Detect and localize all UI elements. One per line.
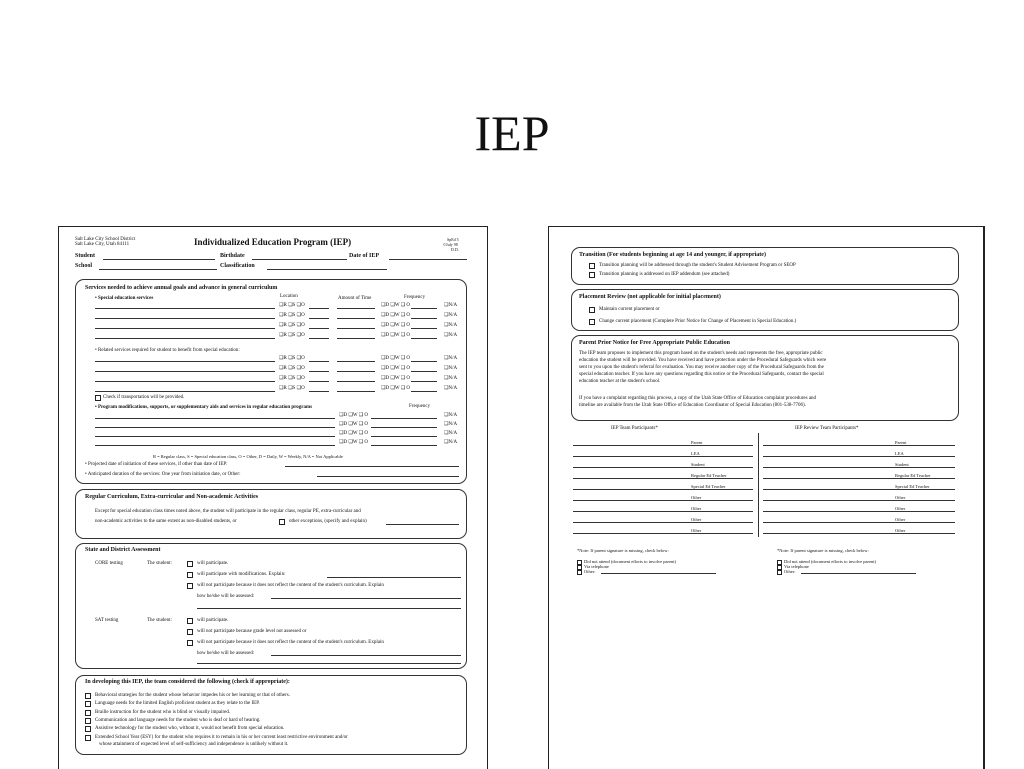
special-ed-label: • Special education services xyxy=(95,296,154,301)
review-team-role: Special Ed Teacher xyxy=(895,484,930,489)
mod-na-option[interactable]: ❑N/A xyxy=(444,422,458,427)
iep-team-role: Student xyxy=(691,462,705,467)
complaint-line: timeline are available from the Utah State Office of Education Coordinator of Special Education (801-538-7706). xyxy=(579,403,806,408)
core-how-field[interactable] xyxy=(271,598,461,599)
core-student-label: The student: xyxy=(147,561,172,566)
parent-notice-line: education the student will be provided. You have received and have protection under the Procedural Safeguards which were xyxy=(579,358,827,363)
related-location-other-field[interactable] xyxy=(309,371,329,372)
iep-team-signature-line[interactable] xyxy=(573,500,753,501)
modifications-label: • Program modifications, supports, or supplementary aids and services in regular education programs xyxy=(95,405,313,410)
iep-team-role: Other xyxy=(691,506,702,511)
iep-team-signature-line[interactable] xyxy=(573,467,753,468)
assessment-heading: State and District Assessment xyxy=(85,547,161,553)
classification-label: Classification xyxy=(220,263,255,269)
parent-note-item: Via telephone xyxy=(784,564,809,569)
location-col: Location xyxy=(280,294,298,299)
sat-participate-checkbox[interactable] xyxy=(187,618,193,624)
related-location-other-field[interactable] xyxy=(309,361,329,362)
related-amount-field[interactable] xyxy=(337,391,375,392)
review-team-signature-line[interactable] xyxy=(763,467,955,468)
consideration-checkbox[interactable] xyxy=(85,718,91,724)
core-testing-label: CORE testing xyxy=(95,561,123,566)
iep-team-role: Special Ed Teacher xyxy=(691,484,726,489)
parent-notice-line: sent to you upon the student's referral for evaluation. You may receive another copy of the Procedural Safeguards from the xyxy=(579,365,824,370)
form-date: ©July 98 xyxy=(443,242,458,247)
related-location-opts[interactable]: ❑R ❑S ❑O xyxy=(279,356,305,361)
mod-frequency-other-field[interactable] xyxy=(371,427,437,428)
consideration-item: Communication and language needs for the student who is deaf or hard of hearing. xyxy=(95,717,261,723)
slide-title: IEP xyxy=(474,105,550,161)
related-location-other-field[interactable] xyxy=(309,381,329,382)
parent-note-checkbox[interactable] xyxy=(777,570,782,575)
mod-frequency-opts[interactable]: ❑D ❑W ❑ O xyxy=(339,422,369,427)
related-location-opts[interactable]: ❑R ❑S ❑O xyxy=(279,376,305,381)
student-field[interactable] xyxy=(103,259,215,260)
special-location-opts[interactable]: ❑R ❑S ❑O xyxy=(279,323,305,328)
special-location-other-field[interactable] xyxy=(309,308,329,309)
sat-how-field[interactable] xyxy=(271,655,461,656)
sat-opt-3: will not participate because it does not reflect the content of the student's curriculum. Explain xyxy=(197,640,384,645)
note-left: *Note: If parent signature is missing, check below: xyxy=(577,548,669,553)
placement-heading: Placement Review (not applicable for initial placement) xyxy=(579,294,721,300)
core-opt-3: will not participate because it does not reflect the content of the student's curriculum. Explain xyxy=(197,583,384,588)
sat-testing-label: SAT testing xyxy=(95,618,119,623)
parent-note-item: Did not attend (document efforts to involve parent) xyxy=(784,559,877,564)
special-na-option[interactable]: ❑N/A xyxy=(444,313,458,318)
form-title: Individualized Education Program (IEP) xyxy=(194,237,352,247)
review-team-signature-line[interactable] xyxy=(763,500,955,501)
iep-review-team-heading: IEP Review Team Participants* xyxy=(795,426,859,431)
transport-label: Check if transportation will be provided. xyxy=(103,395,185,400)
core-how-field-2[interactable] xyxy=(197,608,461,609)
consideration-item: Language needs for the limited English proficient student as they relate to the IEP. xyxy=(95,701,260,707)
special-amount-field[interactable] xyxy=(337,328,375,329)
sat-student-label: The student: xyxy=(147,618,172,623)
assessment-section xyxy=(75,543,467,669)
duration-label: • Anticipated duration of the services: One year from initiation date, or Other: xyxy=(85,472,241,477)
related-na-option[interactable]: ❑N/A xyxy=(444,386,458,391)
parent-note-other-field[interactable] xyxy=(801,573,916,574)
amount-col: Amount of Time xyxy=(338,296,372,301)
modification-field[interactable] xyxy=(95,445,335,446)
related-frequency-other-field[interactable] xyxy=(411,371,437,372)
review-team-signature-line[interactable] xyxy=(763,533,955,534)
related-frequency-opts[interactable]: ❑D ❑W ❑ O xyxy=(381,376,411,381)
special-frequency-opts[interactable]: ❑D ❑W ❑ O xyxy=(381,333,411,338)
special-service-field[interactable] xyxy=(95,338,275,339)
related-amount-field[interactable] xyxy=(337,381,375,382)
special-frequency-other-field[interactable] xyxy=(411,338,437,339)
transition-seop-checkbox[interactable] xyxy=(589,263,595,269)
sat-opt-2: will not participate because grade level not assessed or xyxy=(197,629,307,634)
core-opt-1: will participate. xyxy=(197,561,229,566)
services-legend: R = Regular class, S = Special education class, O = Other, D = Daily, W = Weekly, N/A = Not Applicable xyxy=(153,454,343,459)
mod-frequency-col: Frequency xyxy=(409,404,431,409)
iep-team-role: LEA xyxy=(691,451,700,456)
mod-frequency-other-field[interactable] xyxy=(371,436,437,437)
iep-team-heading: IEP Team Participants* xyxy=(611,426,658,431)
special-frequency-other-field[interactable] xyxy=(411,318,437,319)
regular-curriculum-heading: Regular Curriculum, Extra-curricular and Non-academic Activities xyxy=(85,494,259,500)
core-explain-field[interactable] xyxy=(327,577,461,578)
sat-how-label: how he/she will be assessed: xyxy=(197,651,255,656)
special-location-opts[interactable]: ❑R ❑S ❑O xyxy=(279,313,305,318)
form-code: SpEd 5 xyxy=(447,237,459,242)
modification-field[interactable] xyxy=(95,436,335,437)
frequency-col: Frequency xyxy=(404,295,426,300)
review-team-signature-line[interactable] xyxy=(763,522,955,523)
special-na-option[interactable]: ❑N/A xyxy=(444,323,458,328)
core-participate-checkbox[interactable] xyxy=(187,561,193,567)
iep-form-page-1 xyxy=(58,226,488,769)
related-amount-field[interactable] xyxy=(337,361,375,362)
related-frequency-opts[interactable]: ❑D ❑W ❑ O xyxy=(381,386,411,391)
mod-na-option[interactable]: ❑N/A xyxy=(444,440,458,445)
considerations-item-cont: whose attainment of expected level of self-sufficiency and independence is unlikely without it. xyxy=(99,742,289,747)
exceptions-label: other exceptions, (specify and explain) xyxy=(289,519,367,524)
related-service-field[interactable] xyxy=(95,371,275,372)
exceptions-checkbox[interactable] xyxy=(279,519,285,525)
considerations-heading: In developing this IEP, the team considered the following (check if appropriate): xyxy=(85,679,290,685)
core-modifications-checkbox[interactable] xyxy=(187,572,193,578)
projected-date-field[interactable] xyxy=(285,466,459,467)
parent-note-item: Did not attend (document efforts to involve parent) xyxy=(584,559,677,564)
mod-na-option[interactable]: ❑N/A xyxy=(444,431,458,436)
transition-item-2: Transition planning is addressed on IEP addendum (see attached) xyxy=(599,272,730,277)
core-opt-2: will participate with modifications. Explain: xyxy=(197,572,286,577)
consideration-item: Assistive technology for the student who, without it, would not benefit from special education. xyxy=(95,726,285,732)
birthdate-field[interactable] xyxy=(252,259,347,260)
school-field[interactable] xyxy=(99,269,217,270)
related-amount-field[interactable] xyxy=(337,371,375,372)
regular-curriculum-text-1: Except for special education class times noted above, the student will participate in the regular class, regular PE, extra-curricular and xyxy=(95,509,361,514)
parent-notice-line: The IEP team proposes to implement this program based on the student's needs and represents the free, appropriate public xyxy=(579,351,823,356)
special-frequency-other-field[interactable] xyxy=(411,308,437,309)
iep-team-role: Other xyxy=(691,517,702,522)
special-amount-field[interactable] xyxy=(337,308,375,309)
special-location-other-field[interactable] xyxy=(309,318,329,319)
iep-form-page-2 xyxy=(548,226,985,769)
related-frequency-opts[interactable]: ❑D ❑W ❑ O xyxy=(381,366,411,371)
consideration-checkbox[interactable] xyxy=(85,701,91,707)
related-service-field[interactable] xyxy=(95,391,275,392)
related-service-field[interactable] xyxy=(95,381,275,382)
projected-date-label: • Projected date of initiation of these services, if other than date of IEP: xyxy=(85,462,228,467)
mod-frequency-other-field[interactable] xyxy=(371,445,437,446)
related-frequency-other-field[interactable] xyxy=(411,361,437,362)
parent-notice-line: special education teacher. If you have any questions regarding this notice or the Procedural Safeguards, contact the special xyxy=(579,372,824,377)
transport-checkbox[interactable] xyxy=(95,395,101,401)
parent-note-checkbox[interactable] xyxy=(577,570,582,575)
transition-heading: Transition (For students beginning at age 14 and younger, if appropriate) xyxy=(579,252,766,258)
review-team-role: LEA xyxy=(895,451,904,456)
parent-note-other-field[interactable] xyxy=(601,573,716,574)
iep-team-role: Other xyxy=(691,495,702,500)
note-right: *Note: If parent signature is missing, check below: xyxy=(777,548,869,553)
consideration-item: Braille instruction for the student who is blind or visually impaired. xyxy=(95,709,231,715)
sat-opt-1: will participate. xyxy=(197,618,229,623)
special-service-field[interactable] xyxy=(95,318,275,319)
review-team-role: Other xyxy=(895,506,906,511)
mod-frequency-opts[interactable]: ❑D ❑W ❑ O xyxy=(339,431,369,436)
school-label: School xyxy=(75,263,93,269)
sat-not-participate-checkbox[interactable] xyxy=(187,640,193,646)
special-service-field[interactable] xyxy=(95,328,275,329)
special-frequency-opts[interactable]: ❑D ❑W ❑ O xyxy=(381,313,411,318)
core-how-label: how he/she will be assessed: xyxy=(197,594,255,599)
placement-item-1: Maintain current placement or xyxy=(599,307,660,312)
review-team-role: Parent xyxy=(895,440,907,445)
parent-notice-line: education teacher at the student's school. xyxy=(579,379,661,384)
special-location-opts[interactable]: ❑R ❑S ❑O xyxy=(279,333,305,338)
district-name: Salt Lake City School District xyxy=(75,237,136,242)
consideration-checkbox[interactable] xyxy=(85,726,91,732)
iep-team-role: Regular Ed Teacher xyxy=(691,473,727,478)
core-not-participate-checkbox[interactable] xyxy=(187,583,193,589)
transition-item-1: Transition planning will be addressed through the student's Student Advisement Program or SEOP xyxy=(599,263,796,268)
transition-addendum-checkbox[interactable] xyxy=(589,272,595,278)
placement-item-2: Change current placement (Complete Prior Notice for Change of Placement in Special Education.) xyxy=(599,319,797,324)
parent-note-item: Via telephone xyxy=(584,564,609,569)
mod-frequency-opts[interactable]: ❑D ❑W ❑ O xyxy=(339,413,369,418)
review-team-signature-line[interactable] xyxy=(763,445,955,446)
related-na-option[interactable]: ❑N/A xyxy=(444,366,458,371)
review-team-role: Student xyxy=(895,462,909,467)
related-na-option[interactable]: ❑N/A xyxy=(444,356,458,361)
consideration-item: Behavioral strategies for the student whose behavior impedes his or her learning or that of others. xyxy=(95,693,290,698)
review-team-signature-line[interactable] xyxy=(763,456,955,457)
complaint-line: If you have a complaint regarding this process, a copy of the Utah State Office of Education complaint procedures and xyxy=(579,396,817,401)
mod-frequency-opts[interactable]: ❑D ❑W ❑ O xyxy=(339,440,369,445)
exceptions-field[interactable] xyxy=(386,524,459,525)
team-divider xyxy=(758,433,759,537)
modification-field[interactable] xyxy=(95,427,335,428)
review-team-role: Regular Ed Teacher xyxy=(895,473,931,478)
iep-team-signature-line[interactable] xyxy=(573,522,753,523)
related-location-opts[interactable]: ❑R ❑S ❑O xyxy=(279,386,305,391)
review-team-role: Other xyxy=(895,495,906,500)
modification-field[interactable] xyxy=(95,418,335,419)
related-location-opts[interactable]: ❑R ❑S ❑O xyxy=(279,366,305,371)
related-frequency-other-field[interactable] xyxy=(411,381,437,382)
consideration-checkbox[interactable] xyxy=(85,735,91,741)
special-na-option[interactable]: ❑N/A xyxy=(444,333,458,338)
mod-frequency-other-field[interactable] xyxy=(371,418,437,419)
iep-team-role: Other xyxy=(691,528,702,533)
related-frequency-other-field[interactable] xyxy=(411,391,437,392)
consideration-item: Extended School Year (ESY) for the student who requires it to remain in his or her current least restrictive environment and/or xyxy=(95,734,348,740)
classification-field[interactable] xyxy=(267,269,387,270)
related-service-field[interactable] xyxy=(95,361,275,362)
special-amount-field[interactable] xyxy=(337,338,375,339)
iep-team-role: Parent xyxy=(691,440,703,445)
consideration-checkbox[interactable] xyxy=(85,710,91,716)
mod-na-option[interactable]: ❑N/A xyxy=(444,413,458,418)
date-of-iep-field[interactable] xyxy=(389,259,467,260)
sat-how-field-2[interactable] xyxy=(197,663,461,664)
review-team-signature-line[interactable] xyxy=(763,511,955,512)
regular-curriculum-text-2: non-academic activities to the same extent as non-disabled students, or xyxy=(95,519,237,524)
maintain-placement-checkbox[interactable] xyxy=(589,307,595,313)
iep-team-signature-line[interactable] xyxy=(573,533,753,534)
parent-note-item: Other: xyxy=(584,569,596,574)
consideration-checkbox[interactable] xyxy=(85,693,91,699)
related-na-option[interactable]: ❑N/A xyxy=(444,376,458,381)
review-team-role: Other xyxy=(895,528,906,533)
special-location-other-field[interactable] xyxy=(309,338,329,339)
special-location-opts[interactable]: ❑R ❑S ❑O xyxy=(279,303,305,308)
iep-team-signature-line[interactable] xyxy=(573,456,753,457)
iep-team-signature-line[interactable] xyxy=(573,445,753,446)
iep-team-signature-line[interactable] xyxy=(573,511,753,512)
iep-team-signature-line[interactable] xyxy=(573,489,753,490)
form-initials: D.D. xyxy=(451,247,459,252)
birthdate-label: Birthdate xyxy=(220,253,245,259)
sat-grade-checkbox[interactable] xyxy=(187,629,193,635)
special-na-option[interactable]: ❑N/A xyxy=(444,303,458,308)
special-service-field[interactable] xyxy=(95,308,275,309)
related-location-other-field[interactable] xyxy=(309,391,329,392)
services-heading: Services needed to achieve annual goals and advance in general curriculum xyxy=(85,285,278,291)
special-location-other-field[interactable] xyxy=(309,328,329,329)
review-team-role: Other xyxy=(895,517,906,522)
special-frequency-other-field[interactable] xyxy=(411,328,437,329)
related-frequency-opts[interactable]: ❑D ❑W ❑ O xyxy=(381,356,411,361)
related-services-label: • Related services required for student to benefit from special education: xyxy=(95,348,240,353)
parent-notice-heading: Parent Prior Notice for Free Appropriate Public Education xyxy=(579,340,730,346)
student-label: Student xyxy=(75,253,96,259)
special-frequency-opts[interactable]: ❑D ❑W ❑ O xyxy=(381,323,411,328)
parent-note-item: Other: xyxy=(784,569,796,574)
duration-field[interactable] xyxy=(317,476,459,477)
change-placement-checkbox[interactable] xyxy=(589,319,595,325)
special-amount-field[interactable] xyxy=(337,318,375,319)
date-of-iep-label: Date of IEP xyxy=(349,253,379,259)
special-frequency-opts[interactable]: ❑D ❑W ❑ O xyxy=(381,303,411,308)
district-address: Salt Lake City, Utah 84111 xyxy=(75,242,130,247)
